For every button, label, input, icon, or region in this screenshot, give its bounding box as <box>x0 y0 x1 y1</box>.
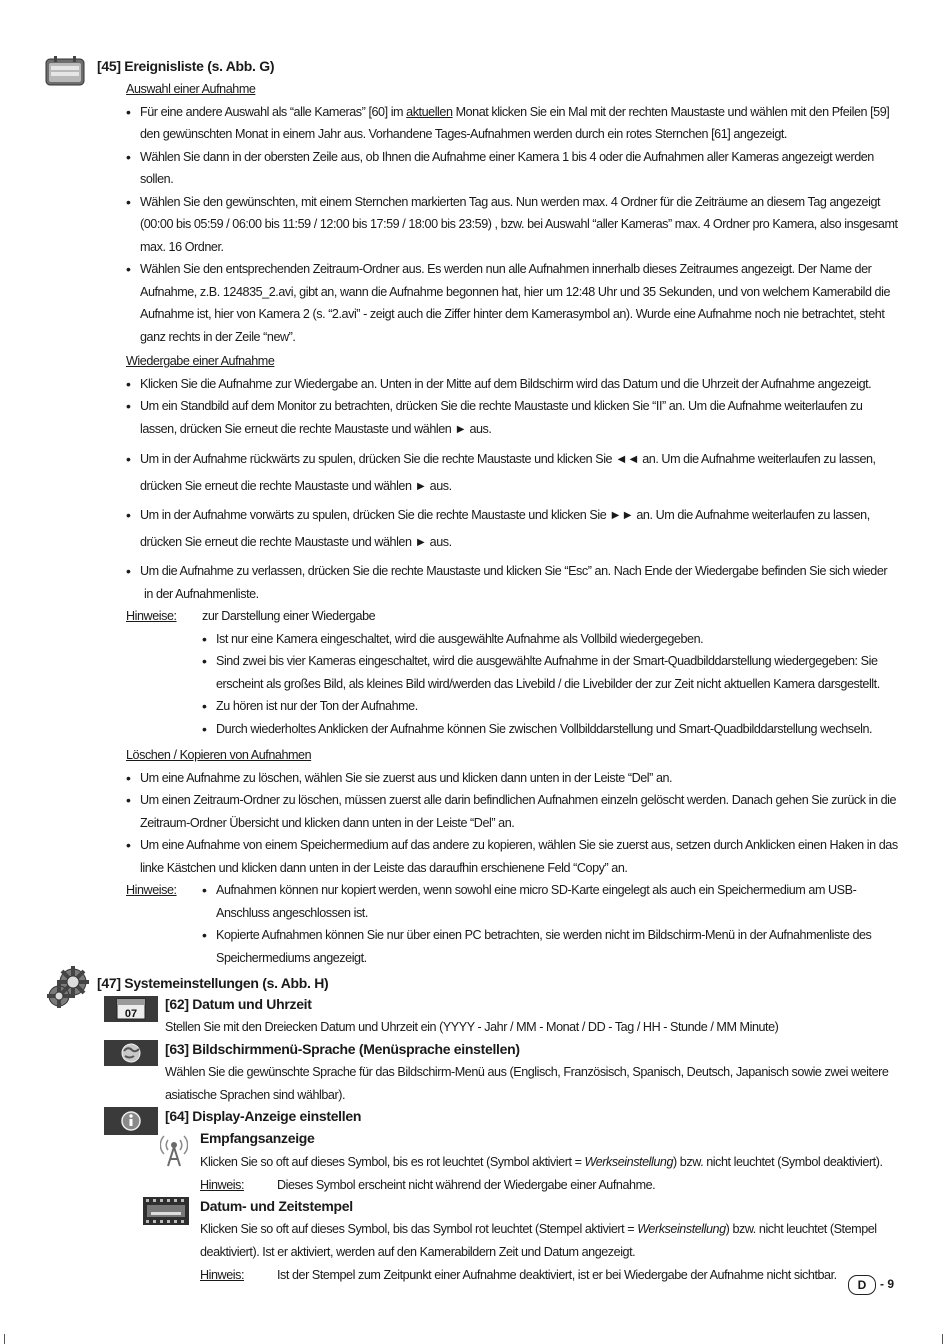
crop-mark-right <box>942 1334 943 1344</box>
list-item: • Kopierte Aufnahmen können Sie nur über einen PC betrachten, sie werden nicht im Bildschirm-Menü in der Aufnahmenliste des Speichermediums angezeigt. <box>202 927 872 965</box>
language-badge: D <box>848 1275 876 1295</box>
list-item: • Klicken Sie die Aufnahme zur Wiedergabe an. Unten in der Mitte auf dem Bildschirm wird das Datum und die Uhrzeit der Aufnahme angezeigt. <box>126 375 872 392</box>
loeschen-title: Löschen / Kopieren von Aufnahmen <box>126 748 312 762</box>
page-number: - 9 <box>880 1277 895 1291</box>
list-item: • Um in der Aufnahme rückwärts zu spulen, drücken Sie die rechte Maustaste und klicken Sie ◄◄ an. Um die Aufnahme weiterlaufen zu lassen, drücken Sie erneut die rechte Maustaste und wählen ► aus. <box>126 451 876 493</box>
list-item: • Wählen Sie den entsprechenden Zeitraum-Ordner aus. Es werden nun alle Aufnahmen innerhalb dieses Zeitraumes angezeigt. Der Name der Aufnahme, z.B. 124835_2.avi, gibt an, wann die Aufnahme begonnen hat, hier um 12:48 Uhr und 35 Sekunden, und von welchem Kamerabild die Aufnahme ist, hier von Kamera 2 (s. “2.avi” - zeigt auch die Ziffer hinter dem Kamerasymbol an). Wurde eine Aufnahme noch nie betrachtet, steht ganz rechts in der Zeile “new”. <box>126 261 890 344</box>
crop-mark-left <box>4 1334 5 1344</box>
item-63-text: Wählen Sie die gewünschte Sprache für das Bildschirm-Menü aus (Englisch, Französisch, Spanisch, Deutsch, Japanisch sowie zwei weitere asiatische Sprachen sind wählbar). <box>165 1065 889 1102</box>
hinweis-label: Hinweis: <box>200 1268 244 1282</box>
auswahl-title: Auswahl einer Aufnahme <box>126 82 256 96</box>
list-item: • Für eine andere Auswahl als “alle Kameras” [60] im aktuellen Monat klicken Sie ein Mal mit der rechten Maustaste und wählen mit den Pfeilen [59] den gewünschten Monat in einem Jahr aus. Vorhandene Tages-Aufnahmen werden durch ein rotes Sternchen [61] angezeigt. <box>126 103 890 141</box>
list-item: • Wählen Sie dann in der obersten Zeile aus, ob Ihnen die Aufnahme einer Kamera 1 bis 4 oder die Aufnahmen aller Kameras angezeigt werden sollen. <box>126 148 874 186</box>
item-63-title: [63] Bildschirmmenü-Sprache (Menüsprache einstellen) <box>165 1041 520 1057</box>
info-icon <box>104 1107 158 1140</box>
list-item: • Um eine Aufnahme von einem Speichermedium auf das andere zu kopieren, wählen Sie sie zuerst aus, setzen durch Anklicken einen Haken in das linke Kästchen und klicken dann unten in der Leiste das daraufhin erschienene Feld “Copy” an. <box>126 837 898 875</box>
stempel-hinweis: Hinweis: Ist der Stempel zum Zeitpunkt einer Aufnahme deaktiviert, ist er bei Wiedergabe der Aufnahme nicht sichtbar. <box>200 1268 837 1282</box>
section-45-body <box>126 78 901 969</box>
antenna-icon <box>160 1133 188 1172</box>
item-62-text: Stellen Sie mit den Dreiecken Datum und Uhrzeit ein (YYYY - Jahr / MM - Monat / DD - Tag / HH - Stunde / MM Minute) <box>165 1020 779 1034</box>
film-strip-icon <box>143 1197 189 1230</box>
section-45-heading: [45] Ereignisliste (s. Abb. G) <box>97 58 275 74</box>
globe-icon <box>104 1040 158 1071</box>
gears-icon <box>45 964 93 1015</box>
list-item: • Zu hören ist nur der Ton der Aufnahme. <box>202 698 418 714</box>
list-item: • Um in der Aufnahme vorwärts zu spulen, drücken Sie die rechte Maustaste und klicken Sie ►► an. Um die Aufnahme weiterlaufen zu lassen, drücken Sie erneut die rechte Maustaste und wählen ► aus. <box>126 507 870 549</box>
list-item: • Um die Aufnahme zu verlassen, drücken Sie die rechte Maustaste und klicken Sie “Esc” an. Nach Ende der Wiedergabe befinden Sie sich wieder in der Aufnahmenliste. <box>126 563 888 601</box>
empfang-title: Empfangsanzeige <box>200 1130 315 1146</box>
list-item: • Sind zwei bis vier Kameras eingeschaltet, wird die ausgewählte Aufnahme in der Smart-Quadbilddarstellung wiedergegeben: Sie erscheint als großes Bild, als kleines Bild wird/werden das Livebild / die Livebilder der zur Zeit nicht aktuellen Kamera darsgestellt. <box>202 653 880 691</box>
list-item: • Wählen Sie den gewünschten, mit einem Sternchen markierten Tag aus. Nun werden max. 4 Ordner für die Zeiträume an diesem Tag angezeigt (00:00 bis 05:59 / 06:00 bis 11:59 / 12:00 bis 17:59 / 18:00 bis 23:59) , bzw. bei Auswahl “aller Kameras” max. 4 Ordner pro Kamera, also insgesamt max. 16 Ordner. <box>126 193 898 254</box>
wiedergabe-title: Wiedergabe einer Aufnahme <box>126 354 275 368</box>
hinweise-label: Hinweise: <box>126 883 177 897</box>
stempel-title: Datum- und Zeitstempel <box>200 1198 353 1214</box>
item-64-title: [64] Display-Anzeige einstellen <box>165 1108 362 1124</box>
list-item: • Ist nur eine Kamera eingeschaltet, wird die ausgewählte Aufnahme als Vollbild wiedergegeben. <box>202 630 704 647</box>
event-list-icon <box>45 56 85 91</box>
stempel-text: Klicken Sie so oft auf dieses Symbol, bis das Symbol rot leuchtet (Stempel aktiviert = Werkseinstellung) bzw. nicht leuchtet (Stempel deaktiviert). Ist er aktiviert, werden auf den Kamerabildern Zeit und Datum angezeigt. <box>200 1222 877 1259</box>
empfang-hinweis: Hinweis: Dieses Symbol erscheint nicht während der Wiedergabe einer Aufnahme. <box>200 1178 656 1192</box>
calendar-icon-text: 07 <box>124 1008 138 1020</box>
list-item: • Aufnahmen können nur kopiert werden, wenn sowohl eine micro SD-Karte eingelegt als auch ein Speichermedium am USB-Anschluss angeschlossen ist. <box>202 882 857 920</box>
hinweise-intro: zur Darstellung einer Wiedergabe <box>202 609 376 623</box>
item-62-title: [62] Datum und Uhrzeit <box>165 996 312 1012</box>
hinweis-label: Hinweis: <box>200 1178 244 1192</box>
hinweise-label: Hinweise: <box>126 609 177 623</box>
section-47-heading: [47] Systemeinstellungen (s. Abb. H) <box>97 975 329 991</box>
empfang-text: Klicken Sie so oft auf dieses Symbol, bis es rot leuchtet (Symbol aktiviert = Werkseinstellung) bzw. nicht leuchtet (Symbol deaktiviert). <box>200 1155 883 1169</box>
calendar-icon <box>104 996 158 1027</box>
list-item: • Um einen Zeitraum-Ordner zu löschen, müssen zuerst alle darin befindlichen Aufnahmen einzeln gelöscht werden. Danach gehen Sie zurück in die Zeitraum-Ordner Übersicht und klicken dann unten in der Leiste “Del” an. <box>126 792 897 830</box>
loeschen-hinweise <box>126 879 901 969</box>
wiedergabe-hinweise <box>126 605 901 740</box>
list-item: • Um eine Aufnahme zu löschen, wählen Sie sie zuerst aus und klicken dann unten in der Leiste “Del” an. <box>126 769 673 786</box>
list-item: • Durch wiederholtes Anklicken der Aufnahme können Sie zwischen Vollbilddarstellung und Smart-Quadbilddarstellung wechseln. <box>202 720 873 737</box>
list-item: • Um ein Standbild auf dem Monitor zu betrachten, drücken Sie die rechte Maustaste und klicken Sie “II” an. Um die Aufnahme weiterlaufen zu lassen, drücken Sie erneut die rechte Maustaste und wählen ► aus. <box>126 398 863 436</box>
